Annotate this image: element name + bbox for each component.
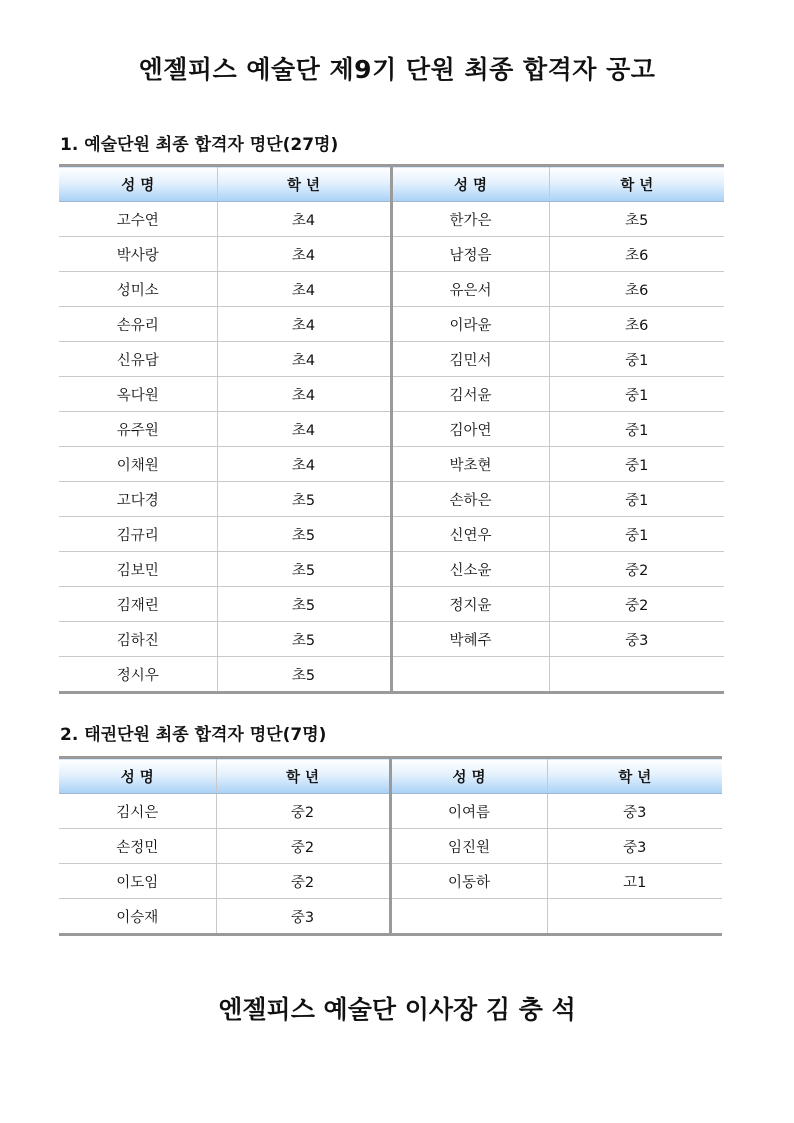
table-row — [59, 622, 724, 657]
member-name-cell: 김서윤 — [391, 377, 549, 412]
member-grade-cell: 중1 — [549, 517, 724, 552]
member-name-cell: 손유리 — [59, 307, 217, 342]
member-grade-cell: 초5 — [217, 622, 391, 657]
member-grade-cell: 초5 — [217, 657, 391, 693]
member-grade-cell: 초4 — [217, 202, 391, 237]
header-name: 성 명 — [59, 166, 217, 202]
member-name-cell: 유은서 — [391, 272, 549, 307]
header-grade: 학 년 — [216, 758, 390, 794]
table-row — [59, 657, 724, 693]
member-grade-cell: 초4 — [217, 237, 391, 272]
header-grade: 학 년 — [547, 758, 722, 794]
member-grade-cell: 중2 — [549, 552, 724, 587]
member-grade-cell: 중3 — [216, 899, 390, 935]
member-grade-cell: 초6 — [549, 237, 724, 272]
member-name-cell: 옥다원 — [59, 377, 217, 412]
member-name-cell: 한가은 — [391, 202, 549, 237]
member-name-cell: 박초현 — [391, 447, 549, 482]
member-grade-cell: 중1 — [549, 412, 724, 447]
header-grade: 학 년 — [549, 166, 724, 202]
member-grade-cell — [549, 657, 724, 693]
table-row — [59, 377, 724, 412]
member-grade-cell: 초5 — [217, 552, 391, 587]
member-grade-cell: 중3 — [547, 794, 722, 829]
table-row — [59, 202, 724, 237]
table-row — [59, 482, 724, 517]
member-name-cell — [391, 657, 549, 693]
taekwondo-members-body — [59, 794, 722, 935]
member-grade-cell: 중3 — [547, 829, 722, 864]
section1-title: 1. 예술단원 최종 합격자 명단(27명) — [60, 135, 339, 155]
member-name-cell: 남정음 — [391, 237, 549, 272]
member-grade-cell: 초5 — [217, 517, 391, 552]
footer-signature: 엔젤피스 예술단 이사장 김 충 석 — [218, 995, 576, 1024]
member-name-cell: 정지윤 — [391, 587, 549, 622]
table-row — [59, 307, 724, 342]
member-grade-cell: 초5 — [217, 482, 391, 517]
table-row — [59, 447, 724, 482]
table-row — [59, 829, 722, 864]
member-grade-cell: 초4 — [217, 447, 391, 482]
header-name: 성 명 — [59, 758, 216, 794]
member-name-cell: 고수연 — [59, 202, 217, 237]
member-grade-cell: 초4 — [217, 342, 391, 377]
table-row — [59, 237, 724, 272]
section2-title: 2. 태권단원 최종 합격자 명단(7명) — [60, 725, 327, 745]
member-grade-cell: 중1 — [549, 482, 724, 517]
header-grade: 학 년 — [217, 166, 391, 202]
table-row — [59, 272, 724, 307]
member-name-cell: 손하은 — [391, 482, 549, 517]
table-row — [59, 552, 724, 587]
taekwondo-members-table — [59, 756, 722, 936]
member-name-cell: 정시우 — [59, 657, 217, 693]
member-grade-cell: 중2 — [216, 864, 390, 899]
member-grade-cell: 초4 — [217, 307, 391, 342]
member-grade-cell: 중2 — [549, 587, 724, 622]
table-row — [59, 794, 722, 829]
member-name-cell: 이채원 — [59, 447, 217, 482]
member-name-cell: 김재린 — [59, 587, 217, 622]
document-title: 엔젤피스 예술단 제9기 단원 최종 합격자 공고 — [138, 55, 656, 84]
header-name: 성 명 — [390, 758, 547, 794]
member-grade-cell: 고1 — [547, 864, 722, 899]
member-name-cell: 박혜주 — [391, 622, 549, 657]
member-grade-cell: 중1 — [549, 447, 724, 482]
member-grade-cell — [547, 899, 722, 935]
member-name-cell: 김민서 — [391, 342, 549, 377]
member-name-cell: 손정민 — [59, 829, 216, 864]
member-name-cell: 신유담 — [59, 342, 217, 377]
table-row — [59, 587, 724, 622]
member-name-cell: 박사랑 — [59, 237, 217, 272]
member-grade-cell: 초5 — [549, 202, 724, 237]
member-grade-cell: 중1 — [549, 342, 724, 377]
member-grade-cell: 중2 — [216, 829, 390, 864]
member-grade-cell: 초6 — [549, 272, 724, 307]
member-name-cell: 고다경 — [59, 482, 217, 517]
member-name-cell: 성미소 — [59, 272, 217, 307]
table-row — [59, 342, 724, 377]
member-name-cell: 임진원 — [390, 829, 547, 864]
table-row — [59, 899, 722, 935]
member-name-cell: 이승재 — [59, 899, 216, 935]
member-name-cell: 김하진 — [59, 622, 217, 657]
member-name-cell: 김보민 — [59, 552, 217, 587]
arts-members-body — [59, 202, 724, 693]
member-grade-cell: 중1 — [549, 377, 724, 412]
member-name-cell: 신연우 — [391, 517, 549, 552]
member-grade-cell: 중2 — [216, 794, 390, 829]
member-grade-cell: 초4 — [217, 377, 391, 412]
table-row — [59, 864, 722, 899]
member-grade-cell: 초4 — [217, 412, 391, 447]
member-grade-cell: 초5 — [217, 587, 391, 622]
member-name-cell: 김아연 — [391, 412, 549, 447]
member-name-cell: 이동하 — [390, 864, 547, 899]
member-name-cell: 이여름 — [390, 794, 547, 829]
member-grade-cell: 중3 — [549, 622, 724, 657]
member-name-cell — [390, 899, 547, 935]
table-row — [59, 412, 724, 447]
member-name-cell: 이라윤 — [391, 307, 549, 342]
header-name: 성 명 — [391, 166, 549, 202]
table-row — [59, 517, 724, 552]
member-name-cell: 유주원 — [59, 412, 217, 447]
table-header-row — [59, 758, 722, 794]
table-header-row — [59, 166, 724, 202]
arts-members-table — [59, 164, 724, 694]
member-name-cell: 김규리 — [59, 517, 217, 552]
member-grade-cell: 초6 — [549, 307, 724, 342]
member-grade-cell: 초4 — [217, 272, 391, 307]
member-name-cell: 김시은 — [59, 794, 216, 829]
member-name-cell: 신소윤 — [391, 552, 549, 587]
member-name-cell: 이도임 — [59, 864, 216, 899]
